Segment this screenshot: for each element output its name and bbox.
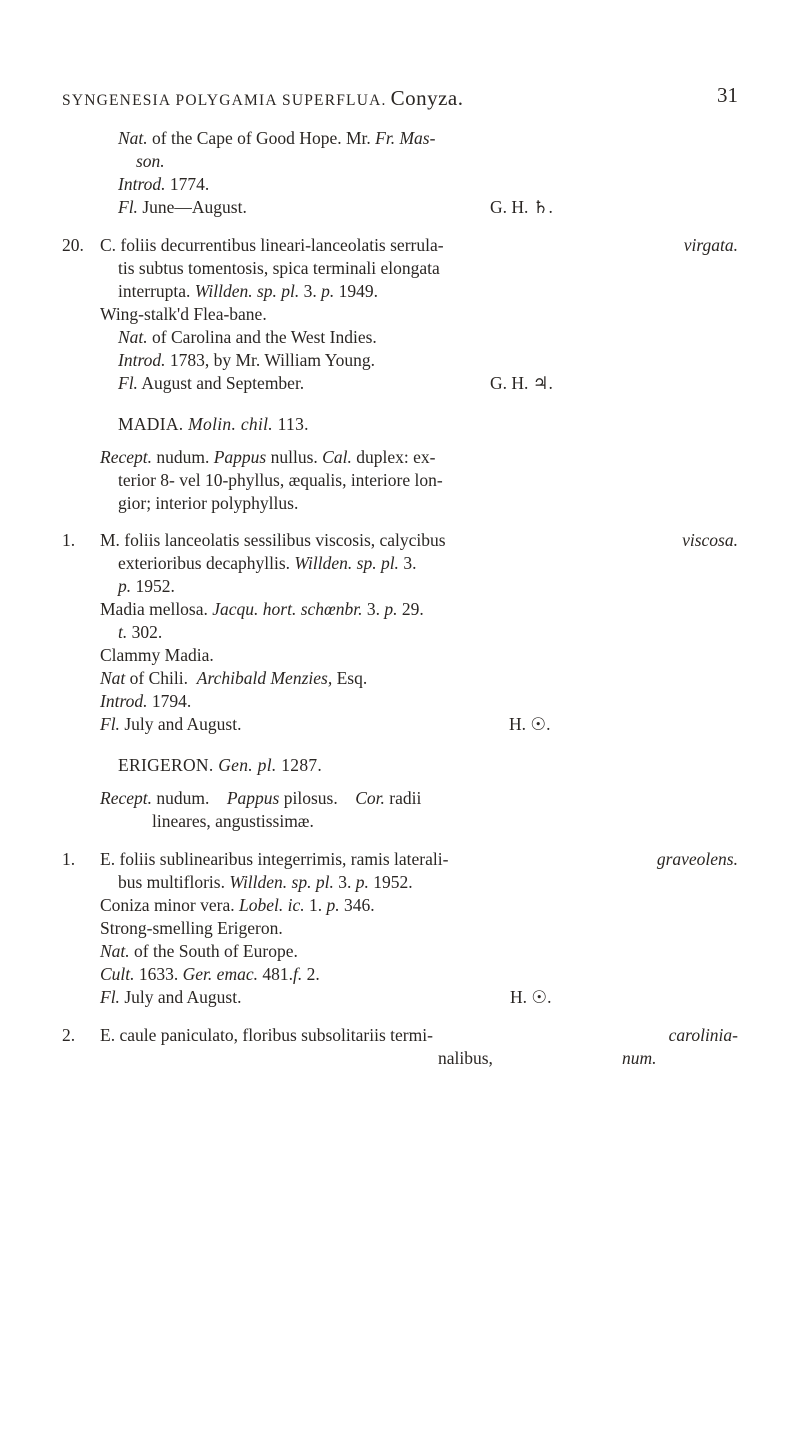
fl-label: Fl. — [118, 373, 138, 393]
reference-title: Willden. sp. pl. — [294, 553, 399, 573]
figure-number: 2. — [306, 964, 320, 984]
running-head — [62, 86, 464, 111]
flowering-line — [100, 713, 241, 735]
diagnosis-line-1: E. foliis sublinearibus integerrimis, ramis laterali- — [100, 849, 449, 869]
diagnosis-line-2: tis subtus tomentosis, spica terminali elongata — [118, 258, 440, 278]
corolla-text: radii — [389, 788, 422, 808]
fl-label: Fl. — [100, 714, 120, 734]
synonym-volume: 1. — [308, 895, 323, 915]
reference-page: 1949. — [338, 281, 379, 301]
synonym-name: Madia mellosa. — [100, 599, 208, 619]
nat-text: of Carolina and the West Indies. — [152, 327, 377, 347]
diagnosis-line-2 — [118, 871, 413, 893]
genus-character-line-1 — [100, 446, 435, 468]
nat-line — [100, 667, 367, 689]
reference-page-line — [118, 575, 175, 597]
collector-first: Fr. — [375, 128, 396, 148]
species-epithet-part2: num. — [622, 1048, 657, 1068]
cult-page: 481. — [262, 964, 293, 984]
genus-heading — [118, 754, 322, 776]
recept-text: nudum. — [156, 788, 210, 808]
page-abbrev: p. — [355, 872, 369, 892]
page-abbrev: p. — [321, 281, 335, 301]
habitat-symbol: G. H. ♃. — [490, 373, 553, 393]
fl-label: Fl. — [100, 987, 120, 1007]
fl-text: August and September. — [141, 373, 305, 393]
genus-heading — [118, 413, 309, 435]
fl-label: Fl. — [118, 197, 138, 217]
collector-last-part1: Mas- — [399, 128, 436, 148]
page-abbrev: p. — [326, 895, 340, 915]
calyx-label: Cal. — [322, 447, 352, 467]
pappus-label: Pappus — [213, 447, 267, 467]
page-abbrev: p. — [118, 576, 132, 596]
nat-text: of the Cape of Good Hope. — [152, 128, 342, 148]
pappus-text: nullus. — [270, 447, 318, 467]
fl-text: June—August. — [142, 197, 247, 217]
diagnosis-line-2: nalibus, — [438, 1048, 493, 1068]
collector-name: Archibald Menzies, — [196, 668, 333, 688]
nat-line — [118, 127, 435, 149]
cult-line — [100, 963, 320, 985]
nat-line — [100, 940, 298, 962]
nat-label: Nat — [100, 668, 126, 688]
collector-title: Esq. — [336, 668, 368, 688]
introd-year: 1774. — [169, 174, 210, 194]
diagnosis-line-3 — [118, 280, 378, 302]
reference-page: 1952. — [135, 576, 175, 596]
fl-text: July and August. — [124, 987, 242, 1007]
species-epithet: viscosa. — [682, 530, 738, 550]
genus-name: ERIGERON. — [118, 755, 214, 775]
diagnosis-line-1: M. foliis lanceolatis sessilibus viscosis, calycibus — [100, 530, 446, 550]
reference-volume: 3. — [338, 872, 352, 892]
page-number: 31 — [717, 83, 738, 107]
diagnosis-line-1: E. caule paniculato, floribus subsolitariis termi- — [100, 1025, 433, 1045]
running-head-genus: Conyza. — [390, 86, 464, 110]
collector-prefix: Mr. — [345, 128, 371, 148]
recept-text: nudum. — [156, 447, 210, 467]
species-epithet-part1: carolinia- — [668, 1025, 738, 1045]
species-epithet: graveolens. — [656, 849, 738, 869]
diagnosis-line-1: C. foliis decurrentibus lineari-lanceolatis serrula- — [100, 235, 444, 255]
reference-page: 1952. — [373, 872, 413, 892]
calyx-text: duplex: ex- — [356, 447, 436, 467]
genus-reference-number: 113. — [277, 414, 309, 434]
introd-line — [100, 690, 191, 712]
reference-title: Willden. sp. pl. — [229, 872, 334, 892]
plate-number: 302. — [131, 622, 163, 642]
figure-abbrev: f. — [292, 964, 303, 984]
nat-line — [118, 326, 377, 348]
corolla-label: Cor. — [355, 788, 385, 808]
synonym-plate-line — [118, 621, 162, 643]
running-head-text: SYNGENESIA POLYGAMIA SUPERFLUA. — [62, 92, 387, 109]
plate-abbrev: t. — [118, 622, 128, 642]
genus-reference: Molin. chil. — [188, 414, 273, 434]
synonym-line — [100, 894, 375, 916]
species-epithet: virgata. — [683, 235, 738, 255]
reference-volume: 3. — [403, 553, 417, 573]
synonym-line — [100, 598, 424, 620]
cult-year: 1633. — [138, 964, 179, 984]
habitat-symbol: H. ☉. — [509, 714, 551, 734]
nat-label: Nat. — [118, 327, 148, 347]
nat-label: Nat. — [118, 128, 148, 148]
diagnosis-line-2 — [118, 552, 416, 574]
synonym-page: 346. — [343, 895, 375, 915]
species-number: 20. — [62, 235, 84, 255]
synonym-page: 29. — [401, 599, 424, 619]
nat-text: of Chili. — [129, 668, 189, 688]
recept-label: Recept. — [100, 788, 152, 808]
synonym-volume: 3. — [366, 599, 380, 619]
pappus-label: Pappus — [226, 788, 280, 808]
common-name: Wing-stalk'd Flea-bane. — [100, 304, 267, 324]
diagnosis-end: interrupta. — [118, 281, 191, 301]
introd-label: Introd. — [118, 174, 166, 194]
genus-reference: Gen. pl. — [218, 755, 277, 775]
nat-label: Nat. — [100, 941, 130, 961]
genus-character-line-2: lineares, angustissimæ. — [152, 811, 314, 831]
genus-character-line-2: terior 8- vel 10-phyllus, æqualis, interiore lon- — [118, 470, 443, 490]
diagnosis-end: bus multifloris. — [118, 872, 225, 892]
cult-reference: Ger. emac. — [182, 964, 258, 984]
genus-character-line-3: gior; interior polyphyllus. — [118, 493, 299, 513]
running-header — [62, 82, 738, 110]
flowering-line — [118, 372, 304, 394]
species-number: 1. — [62, 530, 76, 550]
recept-label: Recept. — [100, 447, 152, 467]
habitat-symbol: G. H. ♄. — [490, 197, 553, 217]
synonym-name: Coniza minor vera. — [100, 895, 235, 915]
introd-year: 1794. — [151, 691, 192, 711]
introd-label: Introd. — [118, 350, 166, 370]
synonym-reference: Lobel. ic. — [238, 895, 305, 915]
synonym-reference: Jacqu. hort. schœnbr. — [212, 599, 363, 619]
introd-text: 1783, by Mr. William Young. — [169, 350, 375, 370]
cult-label: Cult. — [100, 964, 135, 984]
genus-character-line-1 — [100, 787, 421, 809]
flowering-line — [118, 196, 247, 218]
nat-text: of the South of Europe. — [134, 941, 298, 961]
pappus-text: pilosus. — [283, 788, 338, 808]
reference-title: Willden. sp. pl. — [194, 281, 300, 301]
habitat-symbol: H. ☉. — [510, 987, 552, 1007]
genus-reference-number: 1287. — [281, 755, 323, 775]
introd-line — [118, 349, 375, 371]
fl-text: July and August. — [124, 714, 242, 734]
reference-volume: 3. — [303, 281, 317, 301]
species-number: 1. — [62, 849, 76, 869]
diagnosis-end: exterioribus decaphyllis. — [118, 553, 291, 573]
flowering-line — [100, 986, 241, 1008]
genus-name: MADIA. — [118, 414, 184, 434]
collector-last-part2: son. — [136, 151, 165, 171]
introd-label: Introd. — [100, 691, 148, 711]
species-number: 2. — [62, 1025, 76, 1045]
common-name: Clammy Madia. — [100, 645, 214, 665]
introd-line — [118, 173, 209, 195]
page-abbrev: p. — [384, 599, 398, 619]
common-name: Strong-smelling Erigeron. — [100, 918, 283, 938]
